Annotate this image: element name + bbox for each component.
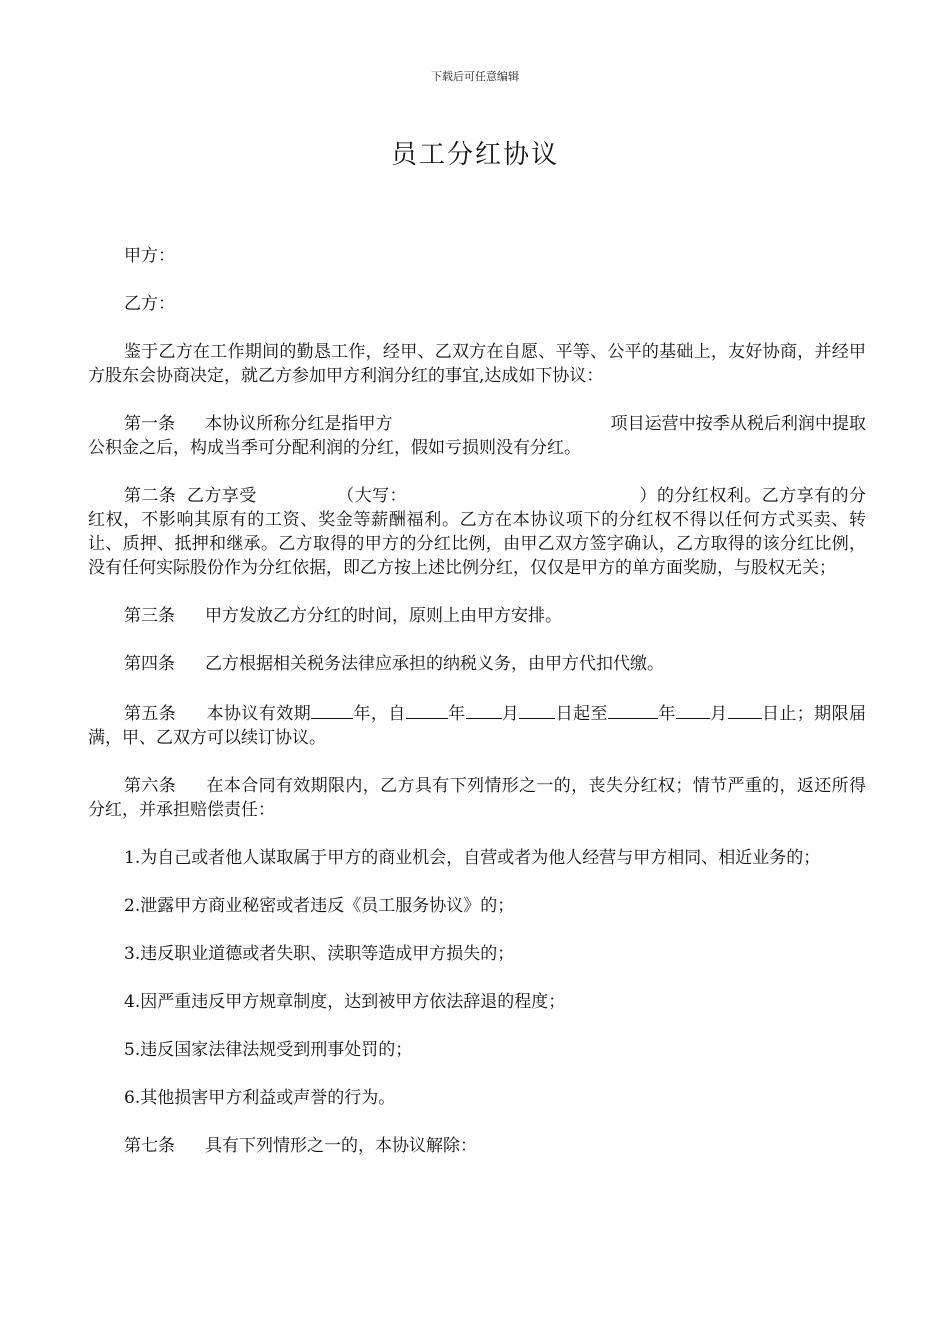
article-6-item-5: 5.违反国家法律法规受到刑事处罚的；	[124, 1040, 413, 1060]
article-6-item-1: 1.为自己或者他人谋取属于甲方的商业机会，自营或者为他人经营与甲方相同、相近业务的；	[124, 848, 821, 868]
party-a-line: 甲方：	[124, 246, 175, 266]
article-6-text: 在本合同有效期限内，乙方具有下列情形之一的，丧失分红权；情节严重的，返还所得分红，并承担赔偿责任：	[88, 776, 867, 820]
article-2	[88, 484, 866, 580]
start-month-blank[interactable]	[466, 700, 502, 719]
article-1-text-a: 本协议所称分红是指甲方	[205, 414, 393, 434]
article-2-text-b: （大写：	[336, 486, 408, 506]
article-5-text-8: 日止；期限届满，甲、乙双方可以续订协议。	[88, 704, 866, 748]
term-years-blank[interactable]	[311, 700, 353, 719]
article-5-text-4: 月	[501, 704, 520, 724]
article-7	[88, 1134, 866, 1158]
start-day-blank[interactable]	[519, 700, 555, 719]
article-6-label: 第六条	[124, 776, 177, 796]
party-b-line: 乙方：	[124, 294, 175, 314]
article-6-item-2: 2.泄露甲方商业秘密或者违反《员工服务协议》的；	[124, 896, 515, 916]
article-3	[88, 604, 866, 628]
header-note: 下载后可任意编辑	[431, 70, 519, 83]
article-6-item-6: 6.其他损害甲方利益或声誉的行为。	[124, 1088, 396, 1108]
article-3-text: 甲方发放乙方分红的时间，原则上由甲方安排。	[205, 606, 562, 626]
article-5-text-5: 日起至	[555, 704, 608, 724]
document-title: 员工分红协议	[390, 140, 559, 170]
article-2-label: 第二条	[124, 486, 177, 506]
article-5-text-6: 年	[657, 704, 676, 724]
article-2-text-c: ）的分红权利。乙方享有的分红权，不影响其原有的工资、奖金等薪酬福利。乙方在本协议项下的分红权不得以任何方式买卖、转让、质押、抵押和继承。乙方取得的甲方的分红比例，由甲乙双方签字确认，乙方取得的该分红比例，没有任何实际股份作为分红依据，即乙方按上述比例分红，仅仅是甲方的单方面奖励，与股权无关；	[88, 486, 867, 578]
end-year-blank[interactable]	[608, 700, 658, 719]
start-year-blank[interactable]	[406, 700, 448, 719]
article-7-label: 第七条	[124, 1136, 175, 1156]
article-1	[88, 412, 866, 460]
article-2-text-a: 乙方享受	[186, 486, 257, 506]
article-4-text: 乙方根据相关税务法律应承担的纳税义务，由甲方代扣代缴。	[205, 654, 664, 674]
article-6-item-3: 3.违反职业道德或者失职、渎职等造成甲方损失的；	[124, 944, 515, 964]
article-5-text-1: 本协议有效期	[206, 704, 312, 724]
article-5-label: 第五条	[124, 704, 177, 724]
article-5-text-7: 月	[709, 704, 728, 724]
article-4-label: 第四条	[124, 654, 175, 674]
end-day-blank[interactable]	[728, 700, 762, 719]
article-1-text-b: 项目运营中按季从税后利润中提取公积金之后，构成当季可分配利润的分红，假如亏损则没有分红。	[88, 414, 867, 458]
article-3-label: 第三条	[124, 606, 175, 626]
article-5-text-3: 年	[447, 704, 466, 724]
end-month-blank[interactable]	[676, 700, 710, 719]
article-6	[88, 774, 866, 822]
article-1-label: 第一条	[124, 414, 176, 434]
article-6-item-4: 4.因严重违反甲方规章制度，达到被甲方依法辞退的程度；	[124, 992, 566, 1012]
article-5-text-2: 年，自	[353, 704, 406, 724]
article-5	[88, 700, 866, 750]
article-7-text: 具有下列情形之一的，本协议解除：	[205, 1136, 477, 1156]
preamble-paragraph: 鉴于乙方在工作期间的勤恳工作，经甲、乙双方在自愿、平等、公平的基础上，友好协商，并经甲方股东会协商决定，就乙方参加甲方利润分红的事宜,达成如下协议：	[88, 342, 866, 386]
article-4	[88, 652, 866, 676]
document-body	[88, 244, 866, 1182]
